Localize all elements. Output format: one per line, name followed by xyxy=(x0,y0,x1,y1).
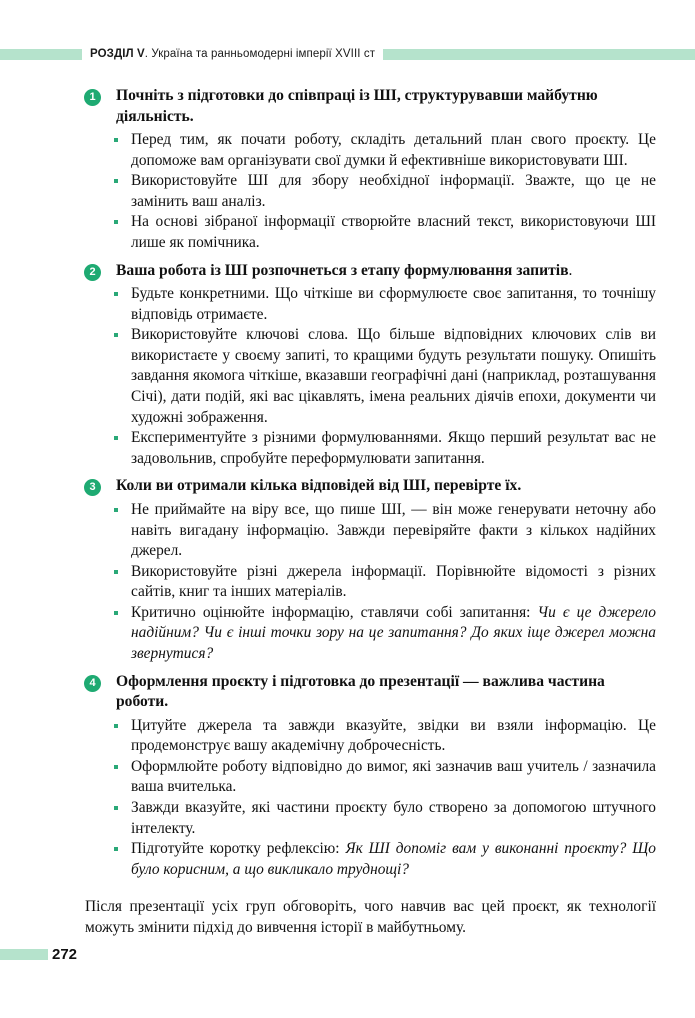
list-item-text: Використовуйте ШІ для збору необхідної інформації. Зважте, що це не замінить ваш аналіз. xyxy=(131,172,656,210)
list-item-with-question xyxy=(84,603,656,665)
list-item-italic-question: Як ШІ допоміг вам у виконанні проєкту? Що було корисним, а що викликало труднощі? xyxy=(131,840,656,878)
bullet-marker-icon xyxy=(114,508,118,512)
list-item xyxy=(84,562,656,603)
numbered-item-3 xyxy=(84,476,656,664)
list-item xyxy=(84,325,656,428)
running-head-text xyxy=(82,48,383,60)
list-item xyxy=(84,500,656,562)
page-footer xyxy=(0,945,695,963)
running-head xyxy=(0,46,695,62)
item-4-heading xyxy=(84,672,656,713)
list-item xyxy=(84,757,656,798)
bullet-marker-icon xyxy=(114,333,118,337)
item-4-bullet-list xyxy=(84,716,656,881)
item-2-heading xyxy=(84,261,656,282)
item-2-number-badge: 2 xyxy=(84,264,101,281)
list-item-text: Використовуйте різні джерела інформації. Порівнюйте відомості з різних сайтів, книг та інших матеріалів. xyxy=(131,562,656,601)
list-item xyxy=(84,428,656,469)
numbered-item-1 xyxy=(84,86,656,254)
bullet-marker-icon xyxy=(114,138,118,142)
list-item-italic-question: Чи є це джерело надійним? Чи є інші точки зору на це запитання? До яких іще джерел можна звернутися? xyxy=(131,603,656,663)
item-3-heading-text: Коли ви отримали кілька відповідей від ШІ, перевірте їх. xyxy=(116,477,522,495)
bullet-marker-icon xyxy=(114,724,118,728)
item-1-heading xyxy=(84,86,656,127)
list-item xyxy=(84,798,656,839)
bullet-marker-icon xyxy=(114,220,118,224)
list-item xyxy=(84,212,656,253)
running-head-subtitle: . Україна та ранньомодерні імперії XVIII ст xyxy=(144,48,376,60)
page-content xyxy=(84,86,656,954)
item-1-heading-text: Почніть з підготовки до співпраці із ШІ, структурувавши майбутню діяльність. xyxy=(116,87,598,125)
page-number: 272 xyxy=(52,945,78,963)
item-3-number-badge: 3 xyxy=(84,479,101,496)
list-item xyxy=(84,171,656,212)
item-2-bullet-list xyxy=(84,284,656,469)
bullet-marker-icon xyxy=(114,292,118,296)
item-2-heading-tail: . xyxy=(568,261,573,279)
list-item xyxy=(84,284,656,325)
item-1-number-badge: 1 xyxy=(84,89,101,106)
running-head-bar-right xyxy=(383,49,695,60)
item-4-number-badge: 4 xyxy=(84,675,101,692)
list-item-text: Критично оцінюйте інформацію, ставлячи собі запитання: xyxy=(131,603,538,621)
numbered-item-4 xyxy=(84,672,656,881)
item-3-heading xyxy=(84,476,656,497)
bullet-marker-icon xyxy=(114,847,118,851)
numbered-item-2 xyxy=(84,261,656,470)
list-item-text: Оформлюйте роботу відповідно до вимог, які зазначив ваш учитель / зазначила ваша вчителька. xyxy=(131,757,656,796)
closing-paragraph: Після презентації усіх груп обговоріть, чого навчив вас цей проєкт, як технології можуть змінити підхід до вивчення історії в майбутньому. xyxy=(85,898,656,937)
list-item-text: Завжди вказуйте, які частини проєкту було створено за допомогою штучного інтелекту. xyxy=(131,799,656,837)
list-item-text: На основі зібраної інформації створюйте власний текст, використовуючи ШІ лише як помічника. xyxy=(131,213,656,251)
item-3-bullet-list xyxy=(84,500,656,665)
bullet-marker-icon xyxy=(114,570,118,574)
list-item xyxy=(84,130,656,171)
item-1-bullet-list xyxy=(84,130,656,254)
list-item xyxy=(84,716,656,757)
list-item-text: Будьте конкретними. Що чіткіше ви сформулюєте своє запитання, то точнішу відповідь отримаєте. xyxy=(131,285,656,323)
item-4-heading-text: Оформлення проєкту і підготовка до презентації — важлива частина роботи. xyxy=(116,672,605,711)
bullet-marker-icon xyxy=(114,806,118,810)
list-item-with-question xyxy=(84,839,656,880)
bullet-marker-icon xyxy=(114,611,118,615)
footer-bar xyxy=(0,949,48,960)
list-item-text: Підготуйте коротку рефлексію: xyxy=(131,840,346,858)
running-head-chapter: РОЗДІЛ V xyxy=(90,48,145,60)
list-item-text: Перед тим, як почати роботу, складіть детальний план свого проєкту. Це допоможе вам організувати свої думки й ефективніше використовувати ШІ. xyxy=(131,131,656,169)
list-item-text: Використовуйте ключові слова. Що більше відповідних ключових слів ви використаєте у своєму запиті, то кращими будуть результати пошуку. Опишіть завдання якомога чіткіше, вказавши географічні дані (наприклад, розташування Січі), дати подій, які вас цікавлять, імена реальних діячів епохи, документи чи художні зображення. xyxy=(131,326,656,426)
list-item-text: Цитуйте джерела та завжди вказуйте, звідки ви взяли інформацію. Це продемонструє вашу академічну доброчесність. xyxy=(131,716,656,755)
list-item-text: Експериментуйте з різними формулюваннями. Якщо перший результат вас не задовольнив, спробуйте переформулювати запитання. xyxy=(131,429,656,467)
bullet-marker-icon xyxy=(114,436,118,440)
bullet-marker-icon xyxy=(114,765,118,769)
list-item-text: Не приймайте на віру все, що пише ШІ, — він може генерувати неточну або навіть вигадану інформацію. Завжди перевіряйте факти з кількох надійних джерел. xyxy=(131,500,656,560)
running-head-bar-left xyxy=(0,49,82,60)
item-2-heading-text: Ваша робота із ШІ розпочнеться з етапу формулювання запитів xyxy=(116,261,569,279)
bullet-marker-icon xyxy=(114,179,118,183)
